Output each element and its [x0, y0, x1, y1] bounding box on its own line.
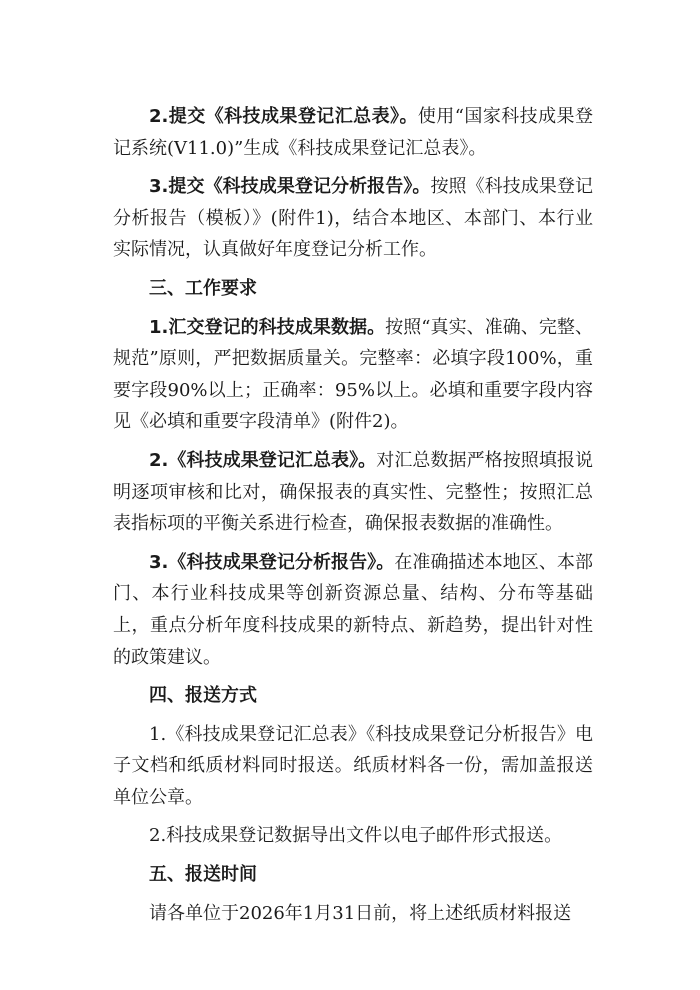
document-body: [113, 101, 593, 936]
paragraph-submit-summary-table: [113, 101, 593, 164]
paragraph-submission-method-1: 1.《科技成果登记汇总表》《科技成果登记分析报告》电子文档和纸质材料同时报送。纸质材料各一份，需加盖报送单位公章。: [113, 723, 593, 808]
paragraph-text: 按照“真实、准确、完整、规范”原则，严把数据质量关。完整率：必填字段100%，重要字段90%以上；正确率：95%以上。必填和重要字段内容见《必填和重要字段清单》(附件2)。: [113, 316, 593, 433]
paragraph-text: 在准确描述本地区、本部门、本行业科技成果等创新资源总量、结构、分布等基础上，重点分析年度科技成果的新特点、新趋势，提出针对性的政策建议。: [113, 551, 593, 668]
paragraph-lead: 3.《科技成果登记分析报告》。: [149, 551, 395, 573]
paragraph-text: 按照《科技成果登记分析报告（模板）》(附件1)，结合本地区、本部门、本行业实际情况，认真做好年度登记分析工作。: [113, 176, 593, 261]
section-heading-work-requirements: 三、工作要求: [149, 277, 257, 299]
paragraph-lead: 1.汇交登记的科技成果数据。: [149, 316, 386, 338]
paragraph-submission-method-2: 2.科技成果登记数据导出文件以电子邮件形式报送。: [149, 825, 563, 847]
paragraph-lead: 2.提交《科技成果登记汇总表》。: [149, 106, 418, 127]
paragraph-summary-table-requirements: [113, 445, 593, 540]
section-heading-submission-time: 五、报送时间: [149, 864, 257, 886]
paragraph-text: 对汇总数据严格按照填报说明逐项审核和比对，确保报表的真实性、完整性；按照汇总表指标项的平衡关系进行检查，确保报表数据的准确性。: [113, 449, 593, 535]
paragraph-data-requirements: [113, 312, 593, 438]
paragraph-submission-deadline: 请各单位于2026年1月31日前，将上述纸质材料报送: [149, 902, 572, 924]
paragraph-lead: 3.提交《科技成果登记分析报告》。: [149, 176, 431, 198]
paragraph-submit-analysis-report: [113, 171, 593, 266]
paragraph-analysis-report-requirements: [113, 547, 593, 673]
paragraph-text: 使用“国家科技成果登记系统(V11.0)”生成《科技成果登记汇总表》。: [113, 106, 593, 159]
paragraph-lead: 2.《科技成果登记汇总表》。: [149, 449, 377, 471]
section-heading-submission-method: 四、报送方式: [149, 685, 257, 707]
